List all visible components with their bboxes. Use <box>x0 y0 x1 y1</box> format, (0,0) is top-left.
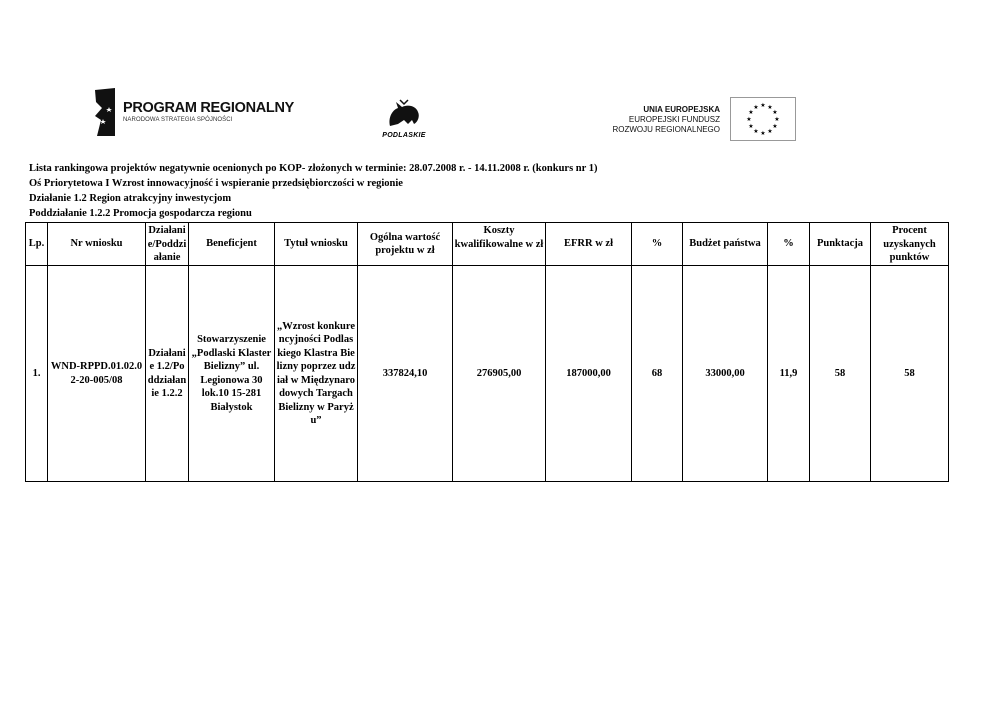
header-dzialanie-text: Działanie/Poddziałanie <box>147 225 187 263</box>
header-beneficjent: Beneficjent <box>189 223 275 266</box>
svg-text:★: ★ <box>772 109 778 116</box>
heading-subaction: Poddziałanie 1.2.2 Promocja gospodarcza regionu <box>29 208 252 219</box>
cell-lp: 1. <box>26 266 48 482</box>
header-dzialanie <box>146 223 189 266</box>
svg-text:★: ★ <box>748 123 754 130</box>
cell-ogolna-wartosc: 337824,10 <box>358 266 453 482</box>
svg-text:★: ★ <box>767 104 773 111</box>
header-procent-punktow <box>871 223 949 266</box>
program-regionalny-logo <box>93 86 294 138</box>
svg-text:★: ★ <box>746 116 752 123</box>
svg-text:★: ★ <box>760 102 766 109</box>
podlaskie-logo <box>380 98 428 142</box>
cell-koszty: 276905,00 <box>453 266 546 482</box>
heading-ranking-list: Lista rankingowa projektów negatywnie ocenionych po KOP- złożonych w terminie: 28.07.2008 r. - 14.11.2008 r. (konkurs nr 1) <box>29 163 598 174</box>
eu-line-2: EUROPEJSKI FUNDUSZ <box>628 115 720 124</box>
cell-budzet: 33000,00 <box>683 266 768 482</box>
cell-tytul: „Wzrost konkurencyjności Podlaskiego Klastra Bielizny poprzez udział w Międzynarodowych Targach Bielizny w Paryżu” <box>275 266 358 482</box>
eu-line-1: UNIA EUROPEJSKA <box>643 105 720 114</box>
header-procent-punktow-text: Procent uzyskanych punktów <box>883 225 936 263</box>
bison-icon <box>384 98 424 128</box>
cell-beneficjent: Stowarzyszenie „Podlaski Klaster Bielizny” ul. Legionowa 30 lok.10 15-281 Białystok <box>189 266 275 482</box>
header-procent-budzet: % <box>768 223 810 266</box>
cell-punktacja: 58 <box>810 266 871 482</box>
header-lp: Lp. <box>26 223 48 266</box>
cell-dzialanie: Działanie 1.2/Poddziałanie 1.2.2 <box>146 266 189 482</box>
eu-line-3: ROZWOJU REGIONALNEGO <box>612 125 720 134</box>
heading-priority-axis: Oś Priorytetowa I Wzrost innowacyjność i wspieranie przedsiębiorczości w regionie <box>29 178 403 189</box>
table-row <box>26 266 949 482</box>
cell-efrr: 187000,00 <box>546 266 632 482</box>
header-koszty-text: Koszty kwalifikowalne w zł <box>454 225 544 250</box>
heading-action: Działanie 1.2 Region atrakcyjny inwestycjom <box>29 193 232 204</box>
ranking-table <box>25 222 949 482</box>
header-efrr: EFRR w zł <box>546 223 632 266</box>
header-nr-wniosku: Nr wniosku <box>48 223 146 266</box>
svg-text:★: ★ <box>748 109 754 116</box>
program-subtitle: NARODOWA STRATEGIA SPÓJNOŚCI <box>123 117 233 124</box>
cell-procent-punktow: 58 <box>871 266 949 482</box>
cell-nr-wniosku: WND-RPPD.01.02.02-20-005/08 <box>48 266 146 482</box>
header-ogolna-wartosc: Ogólna wartość projektu w zł <box>358 223 453 266</box>
header-tytul: Tytuł wniosku <box>275 223 358 266</box>
table-header-row <box>26 223 949 266</box>
svg-text:★: ★ <box>767 128 773 135</box>
svg-text:★: ★ <box>760 130 766 137</box>
program-title: PROGRAM REGIONALNY <box>123 99 295 116</box>
cell-procent-efrr: 68 <box>632 266 683 482</box>
eu-fund-text <box>612 105 720 135</box>
eu-flag-logo <box>730 97 796 141</box>
svg-text:★: ★ <box>753 128 759 135</box>
svg-text:★: ★ <box>774 116 780 123</box>
program-regionalny-emblem-icon <box>93 86 119 138</box>
svg-text:★: ★ <box>772 123 778 130</box>
header-koszty <box>453 223 546 266</box>
header-punktacja: Punktacja <box>810 223 871 266</box>
cell-procent-budzet: 11,9 <box>768 266 810 482</box>
svg-text:★: ★ <box>753 104 759 111</box>
podlaskie-label: PODLASKIE <box>382 132 426 139</box>
header-procent-efrr: % <box>632 223 683 266</box>
header-budzet: Budżet państwa <box>683 223 768 266</box>
eu-stars-icon <box>731 98 795 140</box>
document-headings <box>29 161 597 221</box>
